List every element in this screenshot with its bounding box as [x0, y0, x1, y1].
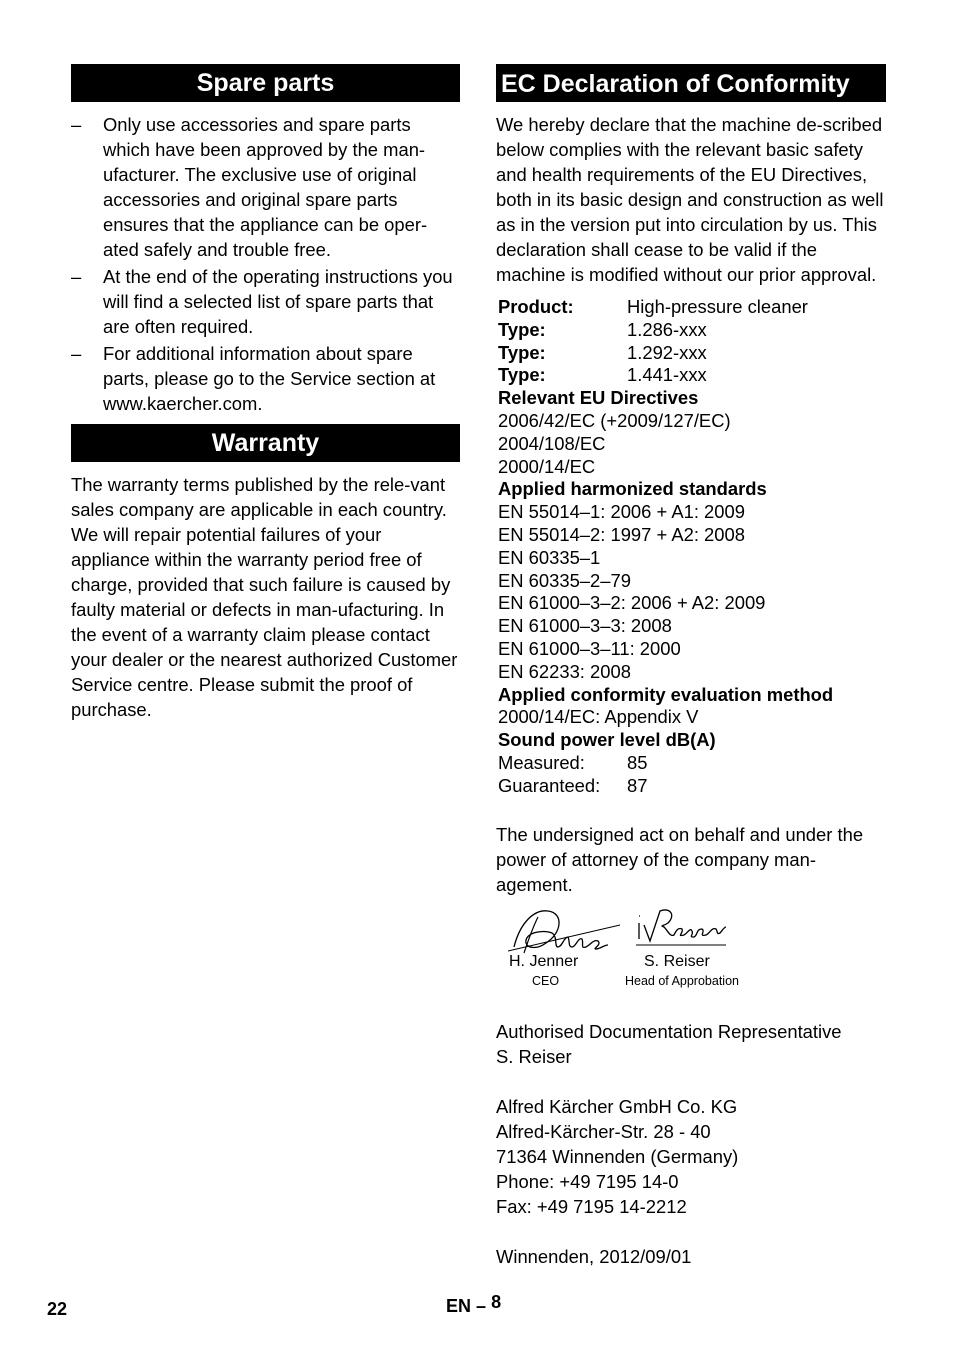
method-heading: Applied conformity evaluation method [498, 683, 834, 705]
type-row [498, 364, 886, 387]
standard-item: EN 60335–1 [498, 546, 601, 568]
representative-title: Authorised Documentation Representative [496, 1020, 842, 1042]
address-line: Fax: +49 7195 14-2212 [496, 1195, 687, 1217]
warranty-heading: Warranty [71, 424, 460, 462]
undersigned-text: The undersigned act on behalf and under the power of attorney of the company man-agement. [496, 823, 864, 895]
sound-heading: Sound power level dB(A) [498, 729, 716, 751]
footer-subpage: 8 [491, 1292, 502, 1312]
footer-code [446, 1292, 502, 1317]
directives-heading: Relevant EU Directives [498, 387, 699, 409]
type-label: Type: [498, 318, 546, 340]
type-label: Type: [498, 341, 546, 363]
spare-parts-heading: Spare parts [71, 64, 460, 102]
address-line: Phone: +49 7195 14-0 [496, 1170, 679, 1192]
spec-block [496, 296, 886, 798]
bullet-dash: – [71, 114, 82, 135]
list-item [71, 341, 460, 416]
standards-heading: Applied harmonized standards [498, 478, 767, 500]
footer-dash: – [476, 1296, 487, 1316]
guaranteed-label: Guaranteed: [498, 774, 601, 796]
bullet-dash: – [71, 343, 82, 364]
left-column [71, 64, 460, 722]
measured-label: Measured: [498, 751, 585, 773]
directive-item: 2000/14/EC [498, 455, 596, 477]
signature-role: CEO [532, 973, 560, 988]
guaranteed-value: 87 [627, 774, 648, 796]
product-value: High-pressure cleaner [627, 296, 808, 317]
directive-item: 2006/42/EC (+2009/127/EC) [498, 409, 731, 431]
ec-declaration-heading: EC Declaration of Conformity [496, 64, 886, 102]
address-line: Alfred Kärcher GmbH Co. KG [496, 1095, 738, 1117]
footer-lang: EN [446, 1296, 472, 1316]
bullet-dash: – [71, 266, 82, 287]
directive-item: 2004/108/EC [498, 432, 606, 454]
product-row [498, 296, 886, 319]
type-value: 1.286-xxx [627, 318, 707, 340]
signature-name: H. Jenner [509, 952, 579, 970]
right-column [496, 64, 886, 1269]
type-row [498, 319, 886, 342]
signature-role: Head of Approbation [625, 973, 739, 988]
measured-value: 85 [627, 751, 648, 773]
standard-item: EN 55014–1: 2006 + A1: 2009 [498, 501, 745, 523]
address-line: Alfred-Kärcher-Str. 28 - 40 [496, 1120, 711, 1142]
representative-block [496, 1019, 886, 1069]
type-value: 1.441-xxx [627, 364, 707, 386]
method-value: 2000/14/EC: Appendix V [498, 706, 699, 728]
signature-name: S. Reiser [644, 952, 710, 970]
list-item-text: Only use accessories and spare parts which have been approved by the man-ufacturer. The exclusive use of original accessories and original spare parts ensures that the appliance can be oper-ated safely and trouble free. [103, 114, 428, 260]
measured-row [498, 752, 886, 775]
list-item-text: For additional information about spare parts, please go to the Service section at www.kaercher.com. [103, 343, 436, 414]
product-label: Product: [498, 296, 574, 317]
guaranteed-row [498, 775, 886, 798]
list-item [71, 112, 460, 262]
signature-reiser [634, 905, 734, 949]
ec-intro-text: We hereby declare that the machine de-scribed below complies with the relevant basic safety and health requirements of the EU Directives, both in its basic design and construction as well as in the version put into circulation by us. This declaration shall cease to be valid if the machine is modified without our prior approval. [496, 114, 884, 285]
type-label: Type: [498, 364, 546, 386]
place-date: Winnenden, 2012/09/01 [496, 1245, 692, 1267]
warranty-text: The warranty terms published by the rele-vant sales company are applicable in each country. We will repair potential failures of your appliance within the warranty period free of charge, provided that such failure is caused by faulty material or defects in man-ufacturing. In the event of a warranty claim please contact your dealer or the nearest authorized Customer Service centre. Please submit the proof of purchase. [71, 474, 458, 720]
address-line: 71364 Winnenden (Germany) [496, 1145, 739, 1167]
representative-name: S. Reiser [496, 1045, 572, 1067]
company-address [496, 1094, 886, 1219]
standard-item: EN 61000–3–2: 2006 + A2: 2009 [498, 592, 766, 614]
spare-parts-list [71, 112, 460, 416]
standard-item: EN 55014–2: 1997 + A2: 2008 [498, 523, 745, 545]
type-row [498, 342, 886, 365]
standard-item: EN 61000–3–3: 2008 [498, 615, 672, 637]
standard-item: EN 61000–3–11: 2000 [498, 637, 681, 659]
list-item [71, 264, 460, 339]
standard-item: EN 60335–2–79 [498, 569, 631, 591]
list-item-text: At the end of the operating instructions you will find a selected list of spare parts that are often required. [103, 266, 453, 337]
signature-block [496, 903, 886, 1009]
standard-item: EN 62233: 2008 [498, 660, 631, 682]
page-number: 22 [47, 1299, 68, 1319]
type-value: 1.292-xxx [627, 341, 707, 363]
